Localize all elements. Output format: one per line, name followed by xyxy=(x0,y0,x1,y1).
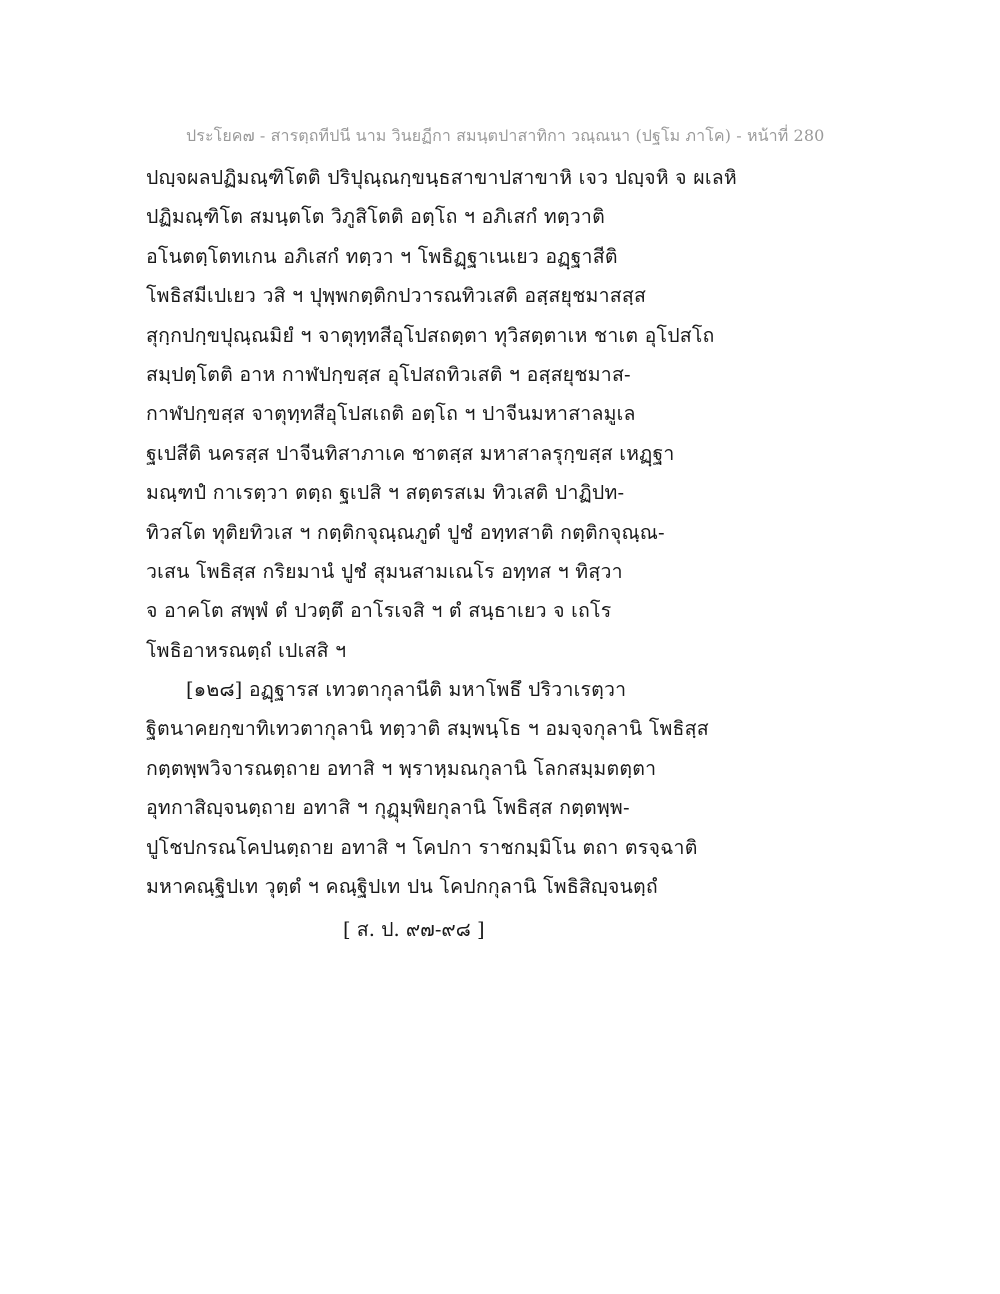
text-line: วเสน โพธิสฺส กริยมานํ ปูชํ สุมนสามเณโร อทฺทส ฯ ทิสฺวา xyxy=(146,559,623,583)
paragraph-start-line: [๑๒๘] อฏฺฐารส เทวตากุลานีติ มหาโพธึ ปริวาเรตฺวา xyxy=(186,678,627,702)
text-line: โพธิอาหรณตฺถํ เปเสสิ ฯ xyxy=(146,638,347,662)
text-line: จ อาคโต สพฺพํ ตํ ปวตฺตึ อาโรเจสิ ฯ ตํ สนฺธาเยว จ เถโร xyxy=(146,599,612,623)
text-line: มณฺฑปํ กาเรตฺวา ตตฺถ ฐเปสิ ฯ สตฺตรสเม ทิวเสติ ปาฏิปท- xyxy=(146,481,625,505)
text-line: อุทกาสิญฺจนตฺถาย อทาสิ ฯ กุฏุมฺพิยกุลานิ โพธิสฺส กตฺตพฺพ- xyxy=(146,796,630,820)
text-line: ปฏิมณฺฑิโต สมนฺตโต วิภูสิโตติ อตฺโถ ฯ อภิเสกํ ทตฺวาติ xyxy=(146,205,605,229)
source-reference: [ ส. ป. ๙๗-๙๘ ] xyxy=(343,918,485,941)
text-line: โพธิสมีเปเยว วสิ ฯ ปุพฺพกตฺติกปวารณทิวเสติ อสฺสยุชมาสสฺส xyxy=(146,284,647,308)
text-line: อโนตตฺโตทเกน อภิเสกํ ทตฺวา ฯ โพธิฏฺฐาเนเยว อฏฺฐาสีติ xyxy=(146,244,618,268)
text-line: ปูโชปกรณโคปนตฺถาย อทาสิ ฯ โคปกา ราชกมฺมิโน ตถา ตรจฺฉาติ xyxy=(146,835,698,859)
text-line: ฐิตนาคยกฺขาทิเทวตากุลานิ ทตฺวาติ สมฺพนฺโธ ฯ อมจฺจกุลานิ โพธิสฺส xyxy=(146,717,709,741)
text-line: กาฬปกฺขสฺส จาตุทฺทสีอุโปสเถติ อตฺโถ ฯ ปาจีนมหาสาลมูเล xyxy=(146,402,636,426)
text-line: สมฺปตฺโตติ อาห กาฬปกฺขสฺส อุโปสถทิวเสติ ฯ อสฺสยุชมาส- xyxy=(146,362,631,386)
text-line: ฐเปสีติ นครสฺส ปาจีนทิสาภาเค ชาตสฺส มหาสาลรุกฺขสฺส เหฏฺฐา xyxy=(146,441,675,465)
text-line: มหาคณฺฐิปเท วุตฺตํ ฯ คณฺฐิปเท ปน โคปกกุลานิ โพธิสิญฺจนตฺถํ xyxy=(146,875,658,899)
text-line: ปญฺจผลปฏิมณฺฑิโตติ ปริปุณฺณกฺขนฺธสาขาปสาขาหิ เจว ปญฺจหิ จ ผเลหิ xyxy=(146,166,737,189)
text-line: สุกฺกปกฺขปุณฺณมิยํ ฯ จาตุทฺทสีอุโปสถตฺตา ทุวิสตฺตาเห ชาเต อุโปสโถ xyxy=(146,323,715,347)
page-running-header: ประโยค๗ - สารตฺถทีปนี นาม วินยฏีกา สมนฺตปาสาทิกา วณฺณนา (ปฐโม ภาโค) - หน้าที่ 280 xyxy=(186,126,825,145)
text-line: ทิวสโต ทุติยทิวเส ฯ กตฺติกจุณฺณภูตํ ปูชํ อทฺทสาติ กตฺติกจุณฺณ- xyxy=(146,520,665,544)
text-line: กตฺตพฺพวิจารณตฺถาย อทาสิ ฯ พฺราหฺมณกุลานิ โลกสมฺมตตฺตา xyxy=(146,756,657,780)
body-text xyxy=(146,158,846,906)
